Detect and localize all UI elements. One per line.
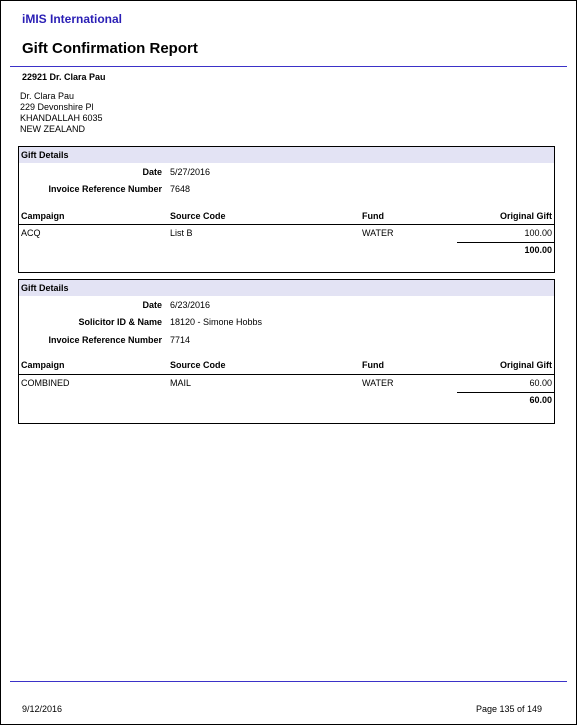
- gift-details-section: [18, 279, 555, 424]
- address-line: 229 Devonshire Pl: [20, 102, 94, 112]
- cell-fund: WATER: [362, 378, 394, 388]
- column-header-original-gift: Original Gift: [499, 211, 552, 221]
- address-line: Dr. Clara Pau: [20, 91, 75, 101]
- date-value: 6/23/2016: [170, 300, 211, 310]
- table-header-divider: [19, 374, 554, 375]
- cell-original-gift: 60.00: [529, 378, 552, 388]
- cell-source-code: MAIL: [170, 378, 192, 388]
- table-header-divider: [19, 224, 554, 225]
- cell-fund: WATER: [362, 228, 394, 238]
- cell-campaign: COMBINED: [21, 378, 70, 388]
- gift-details-section: [18, 146, 555, 273]
- footer-divider: [10, 681, 567, 682]
- column-header-fund: Fund: [362, 360, 384, 370]
- invoice-label: Invoice Reference Number: [48, 184, 162, 194]
- cell-original-gift: 100.00: [524, 228, 552, 238]
- recipient-address: [20, 91, 103, 135]
- column-header-campaign: Campaign: [21, 211, 65, 221]
- recipient-heading: 22921 Dr. Clara Pau: [22, 72, 106, 82]
- date-label: Date: [142, 300, 162, 310]
- total-divider: [457, 242, 554, 243]
- report-title: Gift Confirmation Report: [22, 40, 198, 57]
- column-header-original-gift: Original Gift: [499, 360, 552, 370]
- invoice-value: 7648: [170, 184, 191, 194]
- page-number: Page 135 of 149: [476, 704, 543, 714]
- gift-total: 60.00: [529, 395, 552, 405]
- address-line: NEW ZEALAND: [20, 124, 86, 134]
- organization-name: iMIS International: [22, 12, 123, 26]
- section-header: Gift Details: [19, 280, 554, 296]
- column-header-source-code: Source Code: [170, 360, 226, 370]
- invoice-label: Invoice Reference Number: [48, 335, 162, 345]
- solicitor-label: Solicitor ID & Name: [78, 317, 162, 327]
- cell-source-code: List B: [170, 228, 193, 238]
- footer-date: 9/12/2016: [22, 704, 63, 714]
- address-line: KHANDALLAH 6035: [20, 113, 103, 123]
- date-value: 5/27/2016: [170, 167, 211, 177]
- invoice-value: 7714: [170, 335, 191, 345]
- section-header: Gift Details: [19, 147, 554, 163]
- solicitor-value: 18120 - Simone Hobbs: [170, 317, 263, 327]
- total-divider: [457, 392, 554, 393]
- date-label: Date: [142, 167, 162, 177]
- column-header-fund: Fund: [362, 211, 384, 221]
- cell-campaign: ACQ: [21, 228, 41, 238]
- column-header-source-code: Source Code: [170, 211, 226, 221]
- column-header-campaign: Campaign: [21, 360, 65, 370]
- gift-total: 100.00: [524, 245, 552, 255]
- header-divider: [10, 66, 567, 67]
